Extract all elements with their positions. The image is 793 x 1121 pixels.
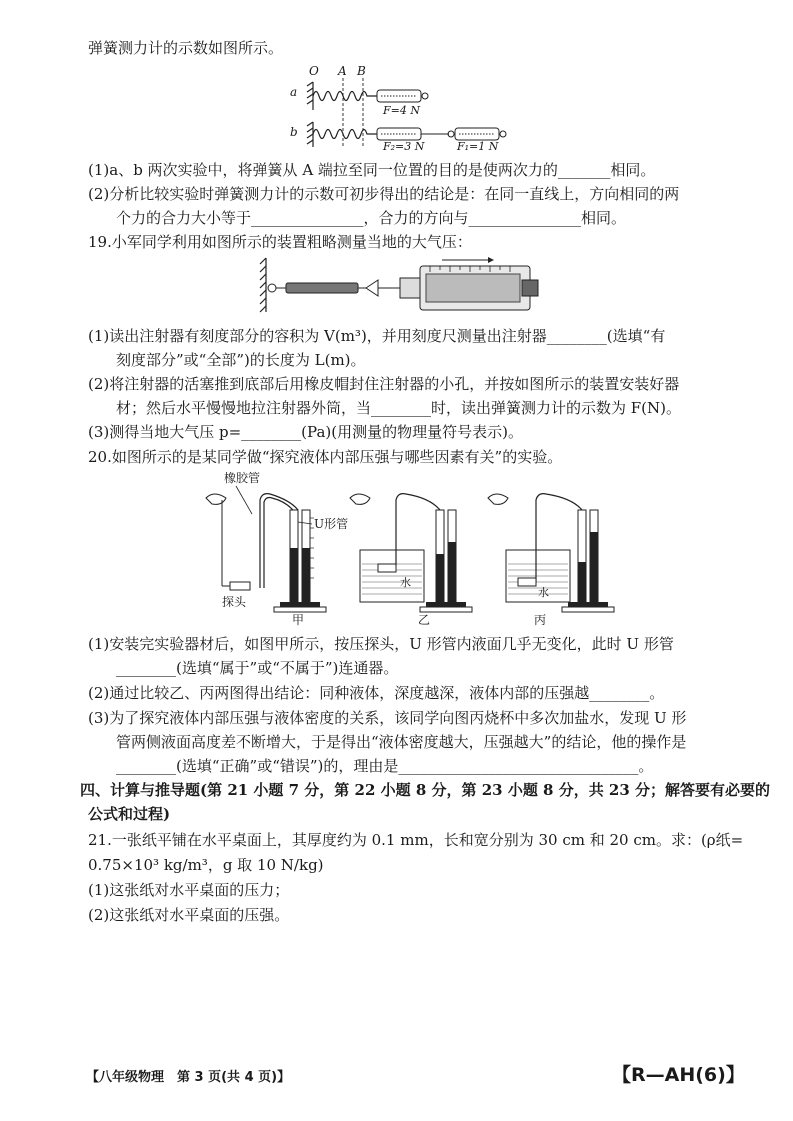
q20-part1-b: ________(选填“属于”或“不属于”)连通器。 bbox=[116, 659, 399, 677]
liquid-pressure-figure bbox=[200, 470, 620, 630]
label-B: B bbox=[357, 64, 366, 78]
section4-heading-b: 公式和过程) bbox=[88, 805, 171, 823]
q18-part2-b: 个力的合力大小等于_______________，合力的方向与_______________相同。 bbox=[116, 209, 627, 227]
u-tube-yi bbox=[420, 510, 472, 612]
force-F2: F₂=3 N bbox=[383, 140, 425, 153]
label-water-yi: 水 bbox=[400, 576, 411, 589]
q18-part1: (1)a、b 两次实验中，将弹簧从 A 端拉至同一位置的目的是使两次力的_______相同。 bbox=[88, 161, 656, 179]
q20-part1-a: (1)安装完实验器材后，如图甲所示，按压探头，U 形管内液面几乎无变化，此时 U 形管 bbox=[88, 635, 674, 653]
footer-code: 【R—AH(6)】 bbox=[612, 1064, 745, 1086]
wall-a bbox=[307, 82, 313, 147]
q20-part3-c: ________(选填“正确”或“错误”)的，理由是________________________________。 bbox=[116, 757, 654, 775]
force-F1: F₁=1 N bbox=[457, 140, 499, 153]
spring-b bbox=[313, 130, 377, 139]
syringe-figure bbox=[260, 256, 550, 318]
label-u-tube: U形管 bbox=[314, 517, 349, 531]
q19-part2-a: (2)将注射器的活塞推到底部后用橡皮帽封住注射器的小孔，并按如图所示的装置安装好器 bbox=[88, 375, 680, 393]
q20-part2: (2)通过比较乙、丙两图得出结论：同种液体，深度越深，液体内部的压强越________。 bbox=[88, 684, 665, 702]
intro-line: 弹簧测力计的示数如图所示。 bbox=[88, 39, 284, 57]
label-probe: 探头 bbox=[222, 595, 247, 609]
footer-page-info: 【八年级物理 第 3 页(共 4 页)】 bbox=[86, 1070, 291, 1085]
q18-part2-a: (2)分析比较实验时弹簧测力计的示数可初步得出的结论是：在同一直线上，方向相同的两 bbox=[88, 185, 680, 203]
q19-part1-b: 刻度部分”或“全部”)的长度为 L(m)。 bbox=[116, 351, 366, 369]
spring-scale bbox=[286, 283, 358, 293]
spring-figure bbox=[285, 62, 525, 152]
q21-stem-a: 21.一张纸平铺在水平桌面上，其厚度约为 0.1 mm，长和宽分别为 30 cm 和 20 cm。求：(ρ纸= bbox=[88, 831, 744, 849]
section4-heading-a: 四、计算与推导题(第 21 小题 7 分，第 22 小题 8 分，第 23 小题 8 分，共 23 分；解答要有必要的 bbox=[80, 781, 771, 799]
label-A: A bbox=[338, 64, 347, 78]
row-label-a: a bbox=[290, 85, 298, 99]
q20-part3-a: (3)为了探究液体内部压强与液体密度的关系，该同学向图丙烧杯中多次加盐水，发现 U 形 bbox=[88, 709, 687, 727]
q20-title: 20.如图所示的是某同学做“探究液体内部压强与哪些因素有关”的实验。 bbox=[88, 448, 563, 466]
q20-part3-b: 管两侧液面高度差不断增大，于是得出“液体密度越大，压强越大”的结论，他的操作是 bbox=[116, 733, 687, 751]
q19-title: 19.小军同学利用如图所示的装置粗略测量当地的大气压： bbox=[88, 233, 472, 251]
q21-part2: (2)这张纸对水平桌面的压强。 bbox=[88, 906, 290, 924]
q19-part2-b: 材；然后水平慢慢地拉注射器外筒，当________时，读出弹簧测力计的示数为 F(N)。 bbox=[116, 399, 682, 417]
probe-jia bbox=[230, 582, 250, 590]
caption-bing: 丙 bbox=[534, 613, 547, 627]
caption-yi: 乙 bbox=[418, 613, 431, 627]
caption-jia: 甲 bbox=[292, 613, 305, 627]
spring-a bbox=[313, 92, 377, 101]
label-O: O bbox=[309, 64, 319, 78]
force-F: F=4 N bbox=[383, 104, 420, 117]
q19-part1-a: (1)读出注射器有刻度部分的容积为 V(m³)，并用刻度尺测量出注射器________(选填“有 bbox=[88, 327, 666, 345]
q21-stem-b: 0.75×10³ kg/m³，g 取 10 N/kg) bbox=[88, 856, 324, 874]
label-rubber-tube: 橡胶管 bbox=[224, 471, 261, 485]
label-water-bing: 水 bbox=[538, 586, 549, 599]
q19-part3: (3)测得当地大气压 p=________(Pa)(用测量的物理量符号表示)。 bbox=[88, 423, 523, 441]
q21-part1: (1)这张纸对水平桌面的压力； bbox=[88, 881, 290, 899]
row-label-b: b bbox=[290, 125, 298, 139]
